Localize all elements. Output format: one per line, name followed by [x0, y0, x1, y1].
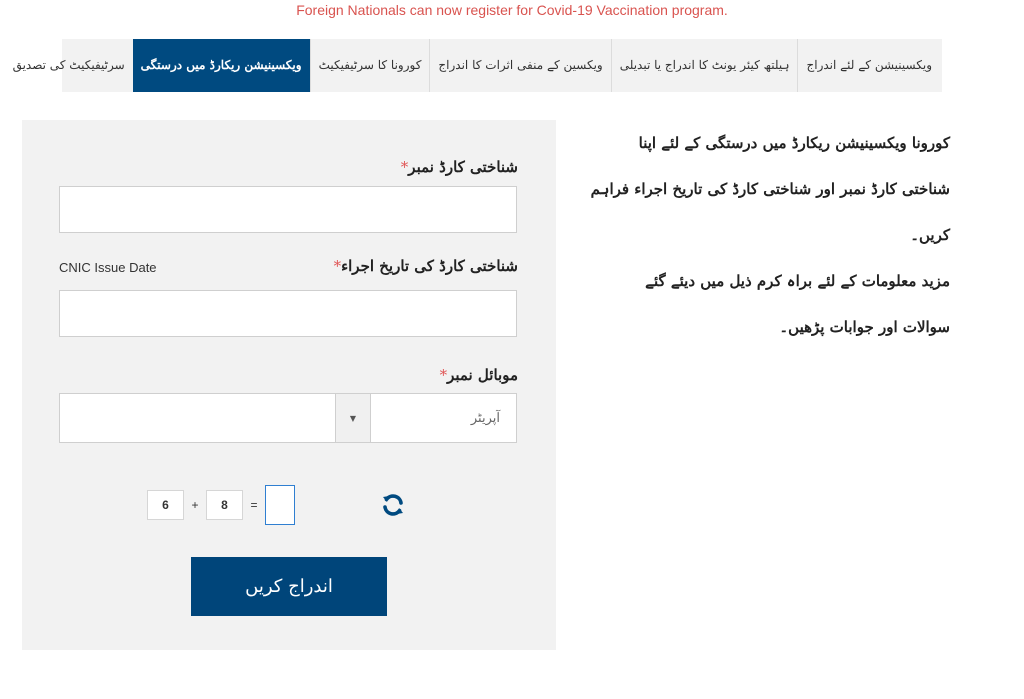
chevron-down-icon[interactable]: ▼: [336, 394, 371, 442]
notice-banner[interactable]: Foreign Nationals can now register for Covid-19 Vaccination program.: [296, 2, 728, 18]
nav-item-corona-certificate[interactable]: کورونا کا سرٹیفیکیٹ: [310, 39, 430, 92]
instruction-line: کریں۔: [910, 226, 950, 244]
nav-item-vaccination-registration[interactable]: ویکسینیشن کے لئے اندراج: [797, 39, 940, 92]
mobile-label-text: موبائل نمبر: [447, 366, 518, 384]
instruction-line: کورونا ویکسینیشن ریکارڈ میں درستگی کے لئے اپنا: [638, 134, 950, 152]
refresh-icon[interactable]: [380, 492, 406, 518]
required-mark: *: [400, 158, 409, 176]
mobile-field-row: [59, 393, 517, 443]
nav-item-certificate-verification[interactable]: سرٹیفیکیٹ کی تصدیق: [12, 58, 125, 72]
captcha-equals: =: [250, 498, 258, 512]
operator-placeholder: آپریٹر: [470, 410, 500, 426]
cnic-issue-label: [334, 257, 518, 275]
cnic-issue-date-label-en: CNIC Issue Date: [59, 260, 157, 275]
instruction-line: شناختی کارڈ نمبر اور شناختی کارڈ کی تاریخ اجراء فراہم: [590, 180, 950, 198]
operator-select[interactable]: [335, 393, 517, 443]
nav-item-record-correction[interactable]: ویکسینیشن ریکارڈ میں درستگی: [133, 39, 310, 92]
cnic-issue-date-input[interactable]: [59, 290, 517, 337]
instruction-line: مزید معلومات کے لئے براہ کرم ذیل میں دیئے گئے: [645, 272, 950, 290]
correction-form: [22, 120, 556, 650]
captcha-operand-b: 8: [206, 490, 243, 520]
instruction-line: سوالات اور جوابات پڑھیں۔: [779, 318, 950, 336]
mobile-label: [440, 366, 518, 384]
submit-button[interactable]: اندراج کریں: [191, 557, 387, 616]
nav-item-adverse-effects[interactable]: ویکسین کے منفی اثرات کا اندراج: [429, 39, 610, 92]
cnic-label: [401, 158, 518, 176]
captcha-plus: +: [191, 498, 199, 512]
nav-item-health-unit-registration[interactable]: ہیلتھ کیئر یونٹ کا اندراج یا تبدیلی: [611, 39, 798, 92]
cnic-input[interactable]: [59, 186, 517, 233]
captcha-operand-a: 6: [147, 490, 184, 520]
main-nav: [12, 39, 942, 92]
required-mark: *: [333, 257, 342, 275]
instructions: [590, 120, 950, 350]
cnic-issue-label-text: شناختی کارڈ کی تاریخ اجراء: [341, 257, 518, 275]
mobile-number-input[interactable]: [59, 393, 335, 443]
cnic-label-text: شناختی کارڈ نمبر: [408, 158, 518, 176]
captcha: [147, 485, 295, 525]
captcha-answer-input[interactable]: [265, 485, 295, 525]
required-mark: *: [439, 366, 448, 384]
